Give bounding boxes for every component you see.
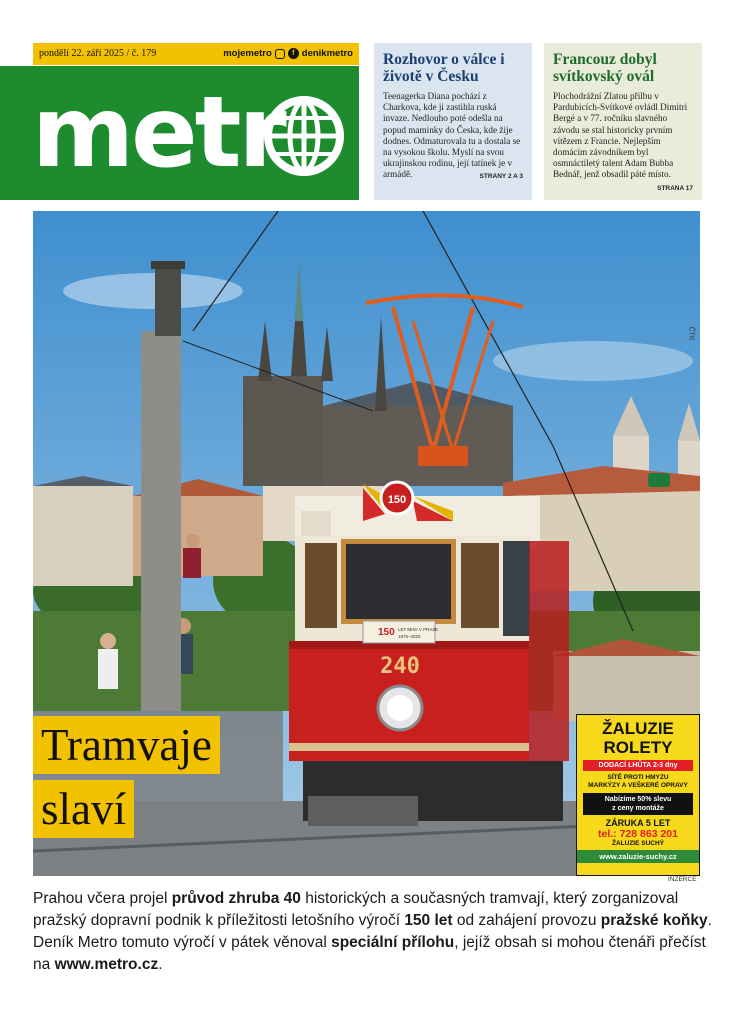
instagram-icon [275, 49, 285, 59]
teaser-page-ref: STRANY 2 A 3 [479, 173, 523, 181]
issue-date: pondělí 22. září 2025 / č. 179 [39, 48, 157, 59]
teaser-interview[interactable] [374, 43, 532, 200]
teaser-title: Francouz dobyl svítkovský ovál [553, 51, 657, 85]
masthead [0, 66, 359, 200]
teaser-title: Rozhovor o válce i životě v Česku [383, 51, 505, 85]
ad-promo: Nabízíme 50% slevu z ceny montáže [583, 793, 693, 815]
tram [289, 482, 569, 826]
plate-badge: 150 [378, 627, 395, 638]
photo-caption: Prahou včera projel průvod zhruba 40 historických a současných tramvají, který zorganizoval pražský dopravní podnik k příležitosti letošního výročí 150 let od zahájení provozu pražské koňky. Deník Metro tomuto výročí v pátek věnoval speciální přílohu, jejíž obsah si mohou čtenáři přečíst na www.metro.cz. [33, 890, 712, 973]
social-links [223, 48, 353, 59]
photo-credit: ČTK [687, 326, 695, 341]
social-handle-1: mojemetro [223, 48, 272, 59]
ad-title-2: ROLETY [603, 738, 673, 757]
facebook-icon: f [288, 48, 299, 59]
ad-line-1: SÍTĚ PROTI HMYZU [607, 774, 669, 781]
tram-number: 240 [380, 654, 420, 679]
teaser-page-ref: STRANA 17 [657, 184, 693, 192]
teaser-text: Teenagerka Diana pochází z Charkova, kde ji zastihla ruská invaze. Nedlouho poté odešla na popud maminky do Česka, kde žije dodnes. Odmaturovala tu a dostala se na vysokou školu. Myslí na svou ukrajinskou rodinu, její tatínek je v armádě. STRANY 2 A 3 [383, 91, 523, 181]
advertisement[interactable] [576, 714, 700, 876]
teaser-speedway[interactable] [544, 43, 702, 200]
ad-title-1: ŽALUZIE [602, 719, 674, 738]
svg-text:metr: metr [32, 76, 284, 190]
metro-website-link[interactable]: www.metro.cz [54, 956, 159, 973]
social-handle-2: denikmetro [301, 48, 353, 59]
ad-delivery: DODACÍ LHŮTA 2-3 dny [583, 760, 693, 771]
teaser-text: Plochodrážní Zlatou přilbu v Pardubicích-Svítkové ovládl Dimitri Bergé a v 77. ročníku slavného závodu se stal historicky prvním vítězem z Francie. Nejlepším domácím závodníkem byl osmnáctiletý talent Adam Bubba Bednář, jenž obsadil páté místo. STRANA 17 [553, 91, 693, 181]
anniversary-badge: 150 [387, 494, 407, 506]
plate-years: 1875–2025 [398, 634, 421, 639]
ad-warranty: ZÁRUKA 5 LET [605, 818, 671, 828]
headline-line-2: slaví [33, 780, 134, 838]
ad-line-2: MARKÝZY A VEŠKERÉ OPRAVY [588, 782, 688, 789]
headline-line-1: Tramvaje [33, 716, 220, 774]
logo [30, 66, 360, 200]
ad-label: INZERCE [668, 876, 697, 883]
plate-text: LET MHD V PRAZE [398, 627, 439, 632]
ad-website-link[interactable]: www.zaluzie-suchy.cz [577, 850, 699, 863]
ad-phone[interactable]: tel.: 728 863 201 [598, 828, 678, 840]
globe-icon [268, 100, 340, 172]
ad-company: ŽALUZIE SUCHÝ [612, 840, 664, 847]
issue-bar [33, 43, 359, 65]
